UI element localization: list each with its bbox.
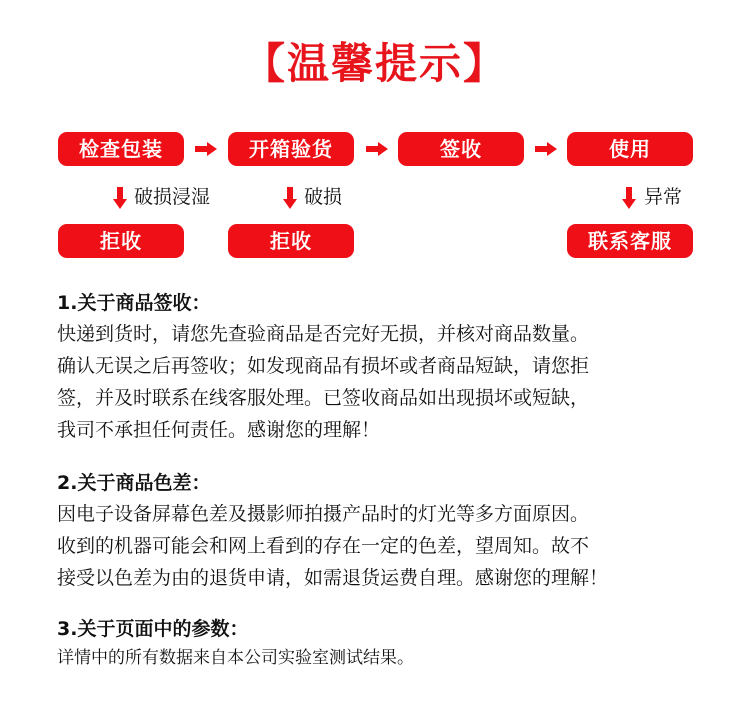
section-line: 收到的机器可能会和网上看到的存在一定的色差，望周知。故不 [57,535,590,557]
branch-condition-abnormal: 异常 [644,186,683,208]
section-line: 快递到货时，请您先查验商品是否完好无损，并核对商品数量。 [57,323,590,345]
section-line: 签，并及时联系在线客服处理。已签收商品如出现损坏或短缺， [57,387,590,409]
arrow-down-icon [113,187,127,209]
section-body [57,498,717,594]
section-line: 接受以色差为由的退货申请，如需退货运费自理。感谢您的理解！ [57,567,609,589]
section-line: 我司不承担任何责任。感谢您的理解！ [57,419,381,441]
branch-condition-damaged: 破损 [304,186,343,208]
branch-condition-damaged-wet: 破损浸湿 [134,186,211,208]
step-unbox-inspect: 开箱验货 [228,132,354,166]
step-use: 使用 [567,132,693,166]
arrow-right-icon [366,142,388,156]
section-signing [57,288,717,446]
arrow-down-icon [622,187,636,209]
step-sign-receipt: 签收 [398,132,524,166]
page-title: 【温馨提示】 [242,39,507,88]
result-contact-support: 联系客服 [567,224,693,258]
section-line: 因电子设备屏幕色差及摄影师拍摄产品时的灯光等多方面原因。 [57,503,590,525]
section-heading: 2.关于商品色差： [57,472,211,494]
section-line: 详情中的所有数据来自本公司实验室测试结果。 [57,648,414,668]
arrow-down-icon [283,187,297,209]
section-color-difference [57,468,717,594]
section-heading: 1.关于商品签收： [57,292,211,314]
result-reject: 拒收 [58,224,184,258]
section-body [57,644,717,672]
result-reject: 拒收 [228,224,354,258]
step-check-packaging: 检查包装 [58,132,184,166]
section-parameters [57,614,717,672]
section-heading: 3.关于页面中的参数： [57,618,249,640]
section-body [57,318,717,446]
arrow-right-icon [535,142,557,156]
section-line: 确认无误之后再签收；如发现商品有损坏或者商品短缺，请您拒 [57,355,590,377]
arrow-right-icon [195,142,217,156]
